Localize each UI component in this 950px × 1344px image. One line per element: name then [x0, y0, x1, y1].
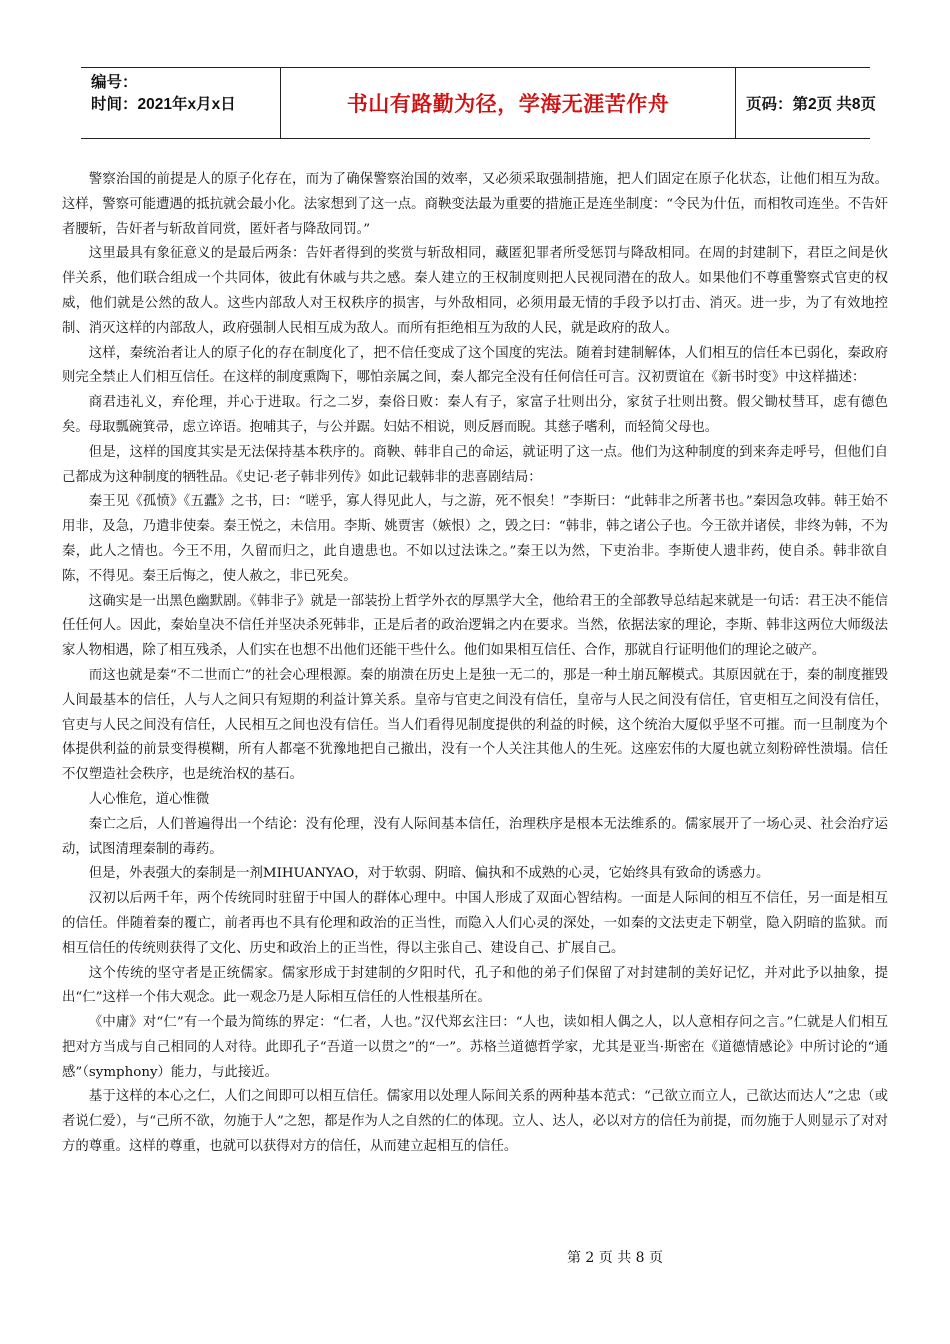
- document-date: 时间：2021年x月x日: [91, 96, 236, 113]
- paragraph: 基于这样的本心之仁，人们之间即可以相互信任。儒家用以处理人际间关系的两种基本范式：“己欲立而立人，己欲达而达人”之忠（或者说仁爱），与“己所不欲，勿施于人”之恕，都是作为人之自然的仁的体现。立人、达人，必以对方的信任为前提，而勿施于人则显示了对对方的尊重。这样的尊重，也就可以获得对方的信任，从而建立起相互的信任。: [62, 1089, 888, 1155]
- paragraph: 秦亡之后，人们普遍得出一个结论：没有伦理，没有人际间基本信任，治理秩序是根本无法维系的。儒家展开了一场心灵、社会治疗运动，试图清理秦制的毒药。: [62, 816, 888, 857]
- paragraph: 汉初以后两千年，两个传统同时驻留于中国人的群体心理中。中国人形成了双面心智结构。一面是人际间的相互不信任，另一面是相互的信任。伴随着秦的覆亡，前者再也不具有伦理和政治的正当性，而隐入人们心灵的深处，一如秦的文法吏走下朝堂，隐入阴暗的监狱。而相互信任的传统则获得了文化、历史和政治上的正当性，得以主张自己、建设自己、扩展自己。: [62, 891, 888, 956]
- section-heading: 人心惟危，道心惟微: [88, 791, 210, 807]
- paragraph: 这确实是一出黑色幽默剧。《韩非子》就是一部装扮上哲学外衣的厚黑学大全，他给君王的全部教导总结起来就是一句话：君王决不能信任任何人。因此，秦始皇决不信任并坚决杀死韩非，正是后者的政治逻辑之内在要求。当然，依据法家的理论，李斯、韩非这两位大师级法家人物相遇，除了相互残杀，人们实在也想不出他们还能干些什么。他们如果相互信任、合作，那就自行证明他们的理论之破产。: [62, 593, 888, 659]
- document-body: [62, 168, 888, 1160]
- paragraph: 但是，这样的国度其实是无法保持基本秩序的。商鞅、韩非自己的命运，就证明了这一点。他们为这种制度的到来奔走呼号，但他们自己都成为这种制度的牺牲品。《史记·老子韩非列传》如此记载韩非的悲喜剧结局：: [62, 444, 888, 485]
- header-meta: [81, 68, 281, 138]
- paragraph: 警察治国的前提是人的原子化存在，而为了确保警察治国的效率，又必须采取强制措施，把人们固定在原子化状态，让他们相互为敌。这样，警察可能遭遇的抵抗就会最小化。法家想到了这一点。商鞅变法最为重要的措施正是连坐制度：“令民为什伍，而相牧司连坐。不告奸者腰斩，告奸者与斩敌首同赏，匿奸者与降敌同罚。”: [62, 172, 888, 237]
- paragraph: 但是，外表强大的秦制是一剂MIHUANYAO，对于软弱、阴暗、偏执和不成熟的心灵，它始终具有致命的诱惑力。: [88, 866, 770, 882]
- paragraph: 《中庸》对“仁”有一个最为简练的界定：“仁者，人也。”汉代郑玄注曰：“人也，读如相人偶之人，以人意相存问之言。”仁就是人们相互把对方当成与自己相同的人对待。此即孔子“吾道一以贯之”的“一”。苏格兰道德哲学家，尤其是亚当·斯密在《道德情感论》中所讨论的“通感”（symphony）能力，与此接近。: [62, 1015, 888, 1080]
- document-number-label: 编号：: [91, 74, 138, 91]
- quoted-paragraph: 商君违礼义，弃伦理，并心于进取。行之二岁，秦俗日败：秦人有子，家富子壮则出分，家贫子壮则出赘。假父锄杖彗耳，虑有德色矣。母取瓢碗箕帚，虑立谇语。抱哺其子，与公并踞。妇姑不相说，则反唇而睨。其慈子嗜利，而轻简父母也。: [62, 395, 888, 435]
- page-header: [81, 67, 877, 139]
- header-motto: 书山有路勤为径，学海无涯苦作舟: [281, 68, 736, 138]
- page-footer: 第 2 页 共 8 页: [566, 1250, 664, 1266]
- quoted-paragraph: 秦王见《孤愤》《五蠹》之书，曰：“嗟乎，寡人得见此人，与之游，死不恨矣！”李斯曰：“此韩非之所著书也。”秦因急攻韩。韩王始不用非，及急，乃遣非使秦。秦王悦之，未信用。李斯、姚贾害（嫉恨）之，毁之曰：“韩非，韩之诸公子也。今王欲并诸侯，非终为韩，不为秦，此人之情也。今王不用，久留而归之，此自遗患也。不如以过法诛之。”秦王以为然，下吏治非。李斯使人遗非药，使自杀。韩非欲自陈，不得见。秦王后悔之，使人赦之，非已死矣。: [62, 494, 888, 584]
- header-page-info: 页码：第2页 共8页: [746, 96, 877, 113]
- paragraph: 这样，秦统治者让人的原子化的存在制度化了，把不信任变成了这个国度的宪法。随着封建制解体，人们相互的信任本已弱化，秦政府则完全禁止人们相互信任。在这样的制度熏陶下，哪怕亲属之间，秦人都完全没有任何信任可言。汉初贾谊在《新书时变》中这样描述：: [62, 345, 888, 386]
- paragraph: 这里最具有象征意义的是最后两条：告奸者得到的奖赏与斩敌相同，藏匿犯罪者所受惩罚与降敌相同。在周的封建制下，君臣之间是伙伴关系，他们联合组成一个共同体，彼此有休戚与共之感。秦人建立的王权制度则把人民视同潜在的敌人。如果他们不尊重警察式官吏的权威，他们就是公然的敌人。这些内部敌人对王权秩序的损害，与外敌相同，必须用最无情的手段予以打击、消灭。进一步，为了有效地控制、消灭这样的内部敌人，政府强制人民相互成为敌人。而所有拒绝相互为敌的人民，就是政府的敌人。: [62, 246, 888, 336]
- paragraph: 而这也就是秦“不二世而亡”的社会心理根源。秦的崩溃在历史上是独一无二的，那是一种土崩瓦解模式。其原因就在于，秦的制度摧毁人间最基本的信任，人与人之间只有短期的利益计算关系。皇帝与官吏之间没有信任，皇帝与人民之间没有信任，官吏相互之间没有信任，官吏与人民之间没有信任，人民相互之间也没有信任。当人们看得见制度提供的利益的时候，这个统治大厦似乎坚不可摧。而一旦制度为个体提供利益的前景变得模糊，所有人都毫不犹豫地把自己撤出，没有一个人关注其他人的生死。这座宏伟的大厦也就立刻粉碎性溃塌。信任不仅塑造社会秩序，也是统治权的基石。: [62, 667, 888, 783]
- paragraph: 这个传统的坚守者是正统儒家。儒家形成于封建制的夕阳时代，孔子和他的弟子们保留了对封建制的美好记忆，并对此予以抽象，提出“仁”这样一个伟大观念。此一观念乃是人际相互信任的人性根基所在。: [62, 965, 888, 1006]
